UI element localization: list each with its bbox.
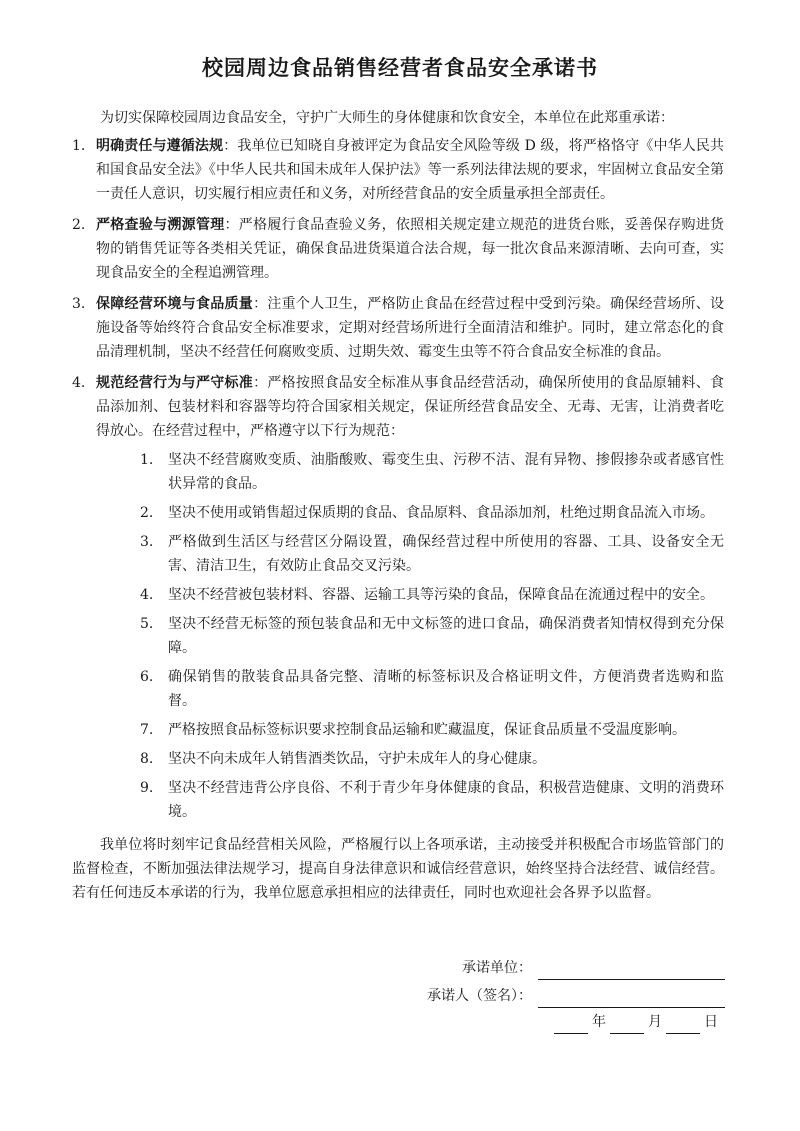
list-item-number: 6.	[140, 669, 154, 685]
item-heading: 严格查验与溯源管理	[96, 217, 225, 233]
person-label: 承诺人（签名）：	[427, 988, 532, 1004]
signature-person-row	[380, 984, 725, 1008]
list-item-number: 2.	[140, 505, 154, 521]
item-text: ：严格履行食品查验义务，依照相关规定建立规范的进货台账，妥善保存购进货物的销售凭证等各类相关凭证，确保食品进货渠道合法合规，每一批次食品来源清晰、去向可查，实现食品安全的全程追溯管理。	[96, 217, 725, 281]
list-item	[96, 776, 724, 824]
commitment-item-3	[72, 292, 724, 364]
list-item	[96, 718, 724, 742]
list-item-number: 8.	[140, 751, 154, 767]
item-number: 2.	[72, 217, 86, 233]
list-item-number: 3.	[140, 534, 154, 550]
month-blank[interactable]	[610, 1015, 644, 1034]
list-item-text: 确保销售的散装食品具备完整、清晰的标签标识及合格证明文件，方便消费者选购和监督。	[168, 669, 724, 709]
year-blank[interactable]	[554, 1015, 588, 1034]
list-item	[96, 747, 724, 771]
list-item-text: 坚决不经营违背公序良俗、不利于青少年身体健康的食品，积极营造健康、文明的消费环境。	[168, 780, 724, 820]
list-item-text: 坚决不经营无标签的预包装食品和无中文标签的进口食品，确保消费者知情权得到充分保障。	[168, 616, 724, 656]
commitment-item-2	[72, 213, 724, 285]
item-number: 3.	[72, 296, 86, 312]
document-title: 校园周边食品销售经营者食品安全承诺书	[202, 56, 598, 80]
list-item	[96, 501, 724, 525]
item-heading: 明确责任与遵循法规	[96, 138, 224, 154]
item-number: 4.	[72, 375, 86, 391]
commitment-item-4	[72, 371, 724, 824]
list-item-text: 坚决不经营腐败变质、油脂酸败、霉变生虫、污秽不洁、混有异物、掺假掺杂或者感官性状异常的食品。	[168, 452, 724, 492]
list-item	[96, 448, 724, 496]
item-heading: 保障经营环境与食品质量	[96, 296, 254, 312]
list-item-text: 坚决不经营被包装材料、容器、运输工具等污染的食品，保障食品在流通过程中的安全。	[168, 587, 714, 603]
date-row	[500, 1010, 722, 1034]
unit-signature-line[interactable]	[538, 961, 725, 980]
item-text: ：注重个人卫生，严格防止食品在经营过程中受到污染。确保经营场所、设施设备等始终符合食品安全标准要求，定期对经营场所进行全面清洁和维护。同时，建立常态化的食品清理机制，坚决不经营任何腐败变质、过期失效、霉变生虫等不符合食品安全标准的食品。	[96, 296, 725, 360]
intro-paragraph: 为切实保障校园周边食品安全，守护广大师生的身体健康和饮食安全，本单位在此郑重承诺：	[100, 110, 674, 126]
list-item-number: 7.	[140, 722, 154, 738]
item-heading: 规范经营行为与严守标准	[96, 375, 254, 391]
commitment-item-1	[72, 134, 724, 206]
list-item	[96, 530, 724, 578]
list-item-text: 严格做到生活区与经营区分隔设置，确保经营过程中所使用的容器、工具、设备安全无害、清洁卫生，有效防止食品交叉污染。	[168, 534, 724, 574]
year-label: 年	[592, 1014, 606, 1030]
list-item	[96, 583, 724, 607]
unit-label: 承诺单位：	[462, 960, 532, 976]
list-item	[96, 665, 724, 713]
list-item-text: 严格按照食品标签标识要求控制食品运输和贮藏温度，保证食品质量不受温度影响。	[168, 722, 686, 738]
signature-unit-row	[380, 956, 725, 980]
day-blank[interactable]	[666, 1015, 700, 1034]
item-text: ：我单位已知晓自身被评定为食品安全风险等级 D 级，将严格恪守《中华人民共和国食品安全法》《中华人民共和国未成年人保护法》等一系列法律法规的要求，牢固树立食品安全第一责任人意识，切实履行相应责任和义务，对所经营食品的安全质量承担全部责任。	[96, 138, 724, 202]
list-item-text: 坚决不向未成年人销售酒类饮品，守护未成年人的身心健康。	[168, 751, 546, 767]
list-item-number: 1.	[140, 452, 154, 468]
closing-paragraph: 我单位将时刻牢记食品经营相关风险，严格履行以上各项承诺，主动接受并积极配合市场监管部门的监督检查，不断加强法律法规学习，提高自身法律意识和诚信经营意识，始终坚持合法经营、诚信经营。若有任何违反本承诺的行为，我单位愿意承担相应的法律责任，同时也欢迎社会各界予以监督。	[72, 837, 724, 901]
item-number: 1.	[72, 138, 86, 154]
list-item-text: 坚决不使用或销售超过保质期的食品、食品原料、食品添加剂，杜绝过期食品流入市场。	[168, 505, 714, 521]
month-label: 月	[648, 1014, 662, 1030]
person-signature-line[interactable]	[538, 989, 725, 1008]
list-item	[96, 612, 724, 660]
item-text: ：严格按照食品安全标准从事食品经营活动，确保所使用的食品原辅料、食品添加剂、包装材料和容器等均符合国家相关规定，保证所经营食品安全、无毒、无害，让消费者吃得放心。在经营过程中，严格遵守以下行为规范：	[96, 375, 725, 439]
day-label: 日	[704, 1014, 718, 1030]
list-item-number: 5.	[140, 616, 154, 632]
list-item-number: 9.	[140, 780, 154, 796]
conduct-rules-list	[96, 448, 724, 824]
document-body	[72, 106, 724, 831]
list-item-number: 4.	[140, 587, 154, 603]
